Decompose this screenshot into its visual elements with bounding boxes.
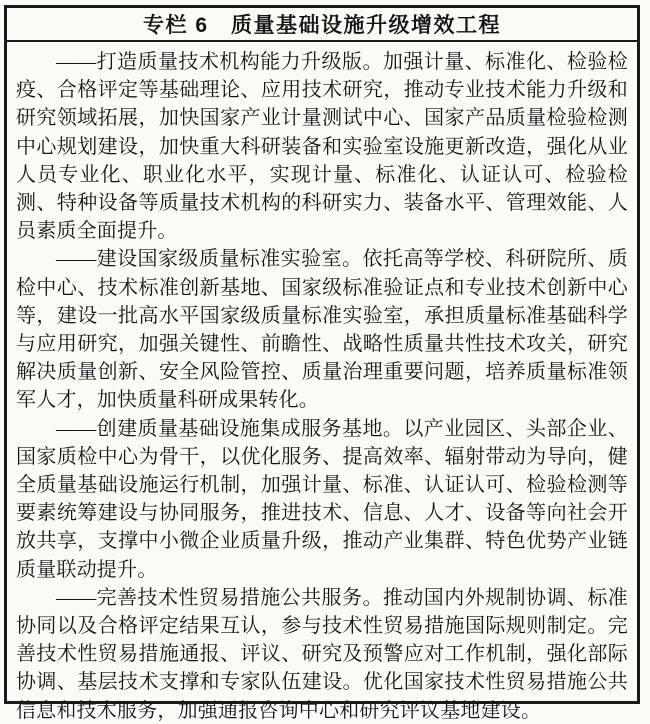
column-paragraph-2: ——建设国家级质量标准实验室。依托高等学校、科研院所、质检中心、技术标准创新基地、国家级标准验证点和专业技术创新中心等，建设一批高水平国家级质量标准实验室，承担质量标准基础科学与应用研究，加强关键性、前瞻性、战略性质量共性技术攻关，研究解决质量创新、安全风险管控、质量治理重要问题，培养质量标准领军人才，加快质量科研成果转化。 bbox=[16, 248, 628, 412]
column-body bbox=[7, 42, 637, 724]
column-paragraph-3: ——创建质量基础设施集成服务基地。以产业园区、头部企业、国家质检中心为骨干，以优化服务、提高效率、辐射带动为导向，健全质量基础设施运行机制，加强计量、标准、认证认可、检验检测等要素统筹建设与协同服务，推进技术、信息、人才、设备等向社会开放共享，支撑中小微企业质量升级，推动产业集群、特色优势产业链质量联动提升。 bbox=[16, 417, 628, 581]
column-title: 专栏 6 质量基础设施升级增效工程 bbox=[7, 8, 637, 42]
column-box bbox=[4, 5, 640, 722]
column-paragraph-4: ——完善技术性贸易措施公共服务。推动国内外规制协调、标准协同以及合格评定结果互认，参与技术性贸易措施国际规则制定。完善技术性贸易措施通报、评议、研究及预警应对工作机制，强化部际协调、基层技术支撑和专家队伍建设。优化国家技术性贸易措施公共信息和技术服务，加强通报咨询中心和研究评议基地建设。 bbox=[16, 586, 628, 722]
column-paragraph-1: ——打造质量技术机构能力升级版。加强计量、标准化、检验检疫、合格评定等基础理论、应用技术研究，推动专业技术能力升级和研究领域拓展，加快国家产业计量测试中心、国家产品质量检验检测中心规划建设，加快重大科研装备和实验室设施更新改造，强化从业人员专业化、职业化水平，实现计量、标准化、认证认可、检验检测、特种设备等质量技术机构的科研实力、装备水平、管理效能、人员素质全面提升。 bbox=[16, 51, 628, 243]
